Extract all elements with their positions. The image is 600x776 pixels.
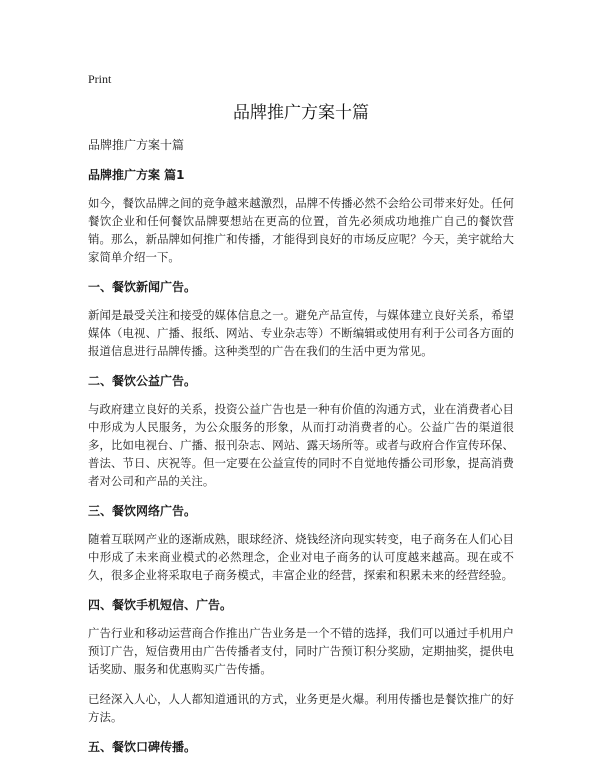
print-link[interactable]: Print (88, 72, 112, 86)
section-heading-4: 四、餐饮手机短信、广告。 (88, 598, 233, 612)
section-heading-1: 一、餐饮新闻广告。 (88, 280, 197, 294)
section-heading-2: 二、餐饮公益广告。 (88, 374, 197, 388)
intro-paragraph: 如今，餐饮品牌之间的竞争越来越激烈，品牌不传播必然不会给公司带来好处。任何餐饮企业和任何餐饮品牌要想站在更高的位置，首先必须成功地推广自己的餐饮营销。那么，新品牌如何推广和传播，才能得到良好的市场反应呢？今天，美宇就给大家简单介绍一下。 (88, 196, 514, 264)
section-2-paragraph: 与政府建立良好的关系，投资公益广告也是一种有价值的沟通方式，业在消费者心目中形成为人民服务，为公众服务的形象，从而打动消费者的心。公益广告的渠道很多，比如电视台、广播、报刊杂志、网站、露天场所等。或者与政府合作宣传环保、普法、节日、庆祝等。但一定要在公益宣传的同时不自觉地传播公司形象，提高消费者对公司和产品的关注。 (88, 402, 514, 488)
document-subtitle: 品牌推广方案十篇 (88, 138, 185, 152)
section-4-paragraph-1: 广告行业和移动运营商合作推出广告业务是一个不错的选择，我们可以通过手机用户预订广告，短信费用由广告传播者支付，同时广告预订积分奖励，定期抽奖，提供电话奖励、服务和优惠购买广告传播。 (88, 626, 514, 676)
section-heading-5: 五、餐饮口碑传播。 (88, 740, 197, 754)
article-heading: 品牌推广方案 篇1 (88, 168, 185, 182)
section-3-paragraph: 随着互联网产业的逐渐成熟，眼球经济、烧钱经济向现实转变，电子商务在人们心目中形成了未来商业模式的必然理念，企业对电子商务的认可度越来越高。现在或不久，很多企业将采取电子商务模式，丰富企业的经营，探索和积累未来的经营经验。 (88, 532, 514, 582)
section-heading-3: 三、餐饮网络广告。 (88, 504, 197, 518)
section-4-paragraph-2: 已经深入人心，人人都知道通讯的方式，业务更是火爆。利用传播也是餐饮推广的好方法。 (88, 692, 514, 724)
page-title: 品牌推广方案十篇 (233, 103, 369, 123)
section-1-paragraph: 新闻是最受关注和接受的媒体信息之一。避免产品宣传，与媒体建立良好关系，希望媒体（电视、广播、报纸、网站、专业杂志等）不断编辑或使用有利于公司各方面的报道信息进行品牌传播。这种类型的广告在我们的生活中更为常见。 (88, 308, 514, 358)
